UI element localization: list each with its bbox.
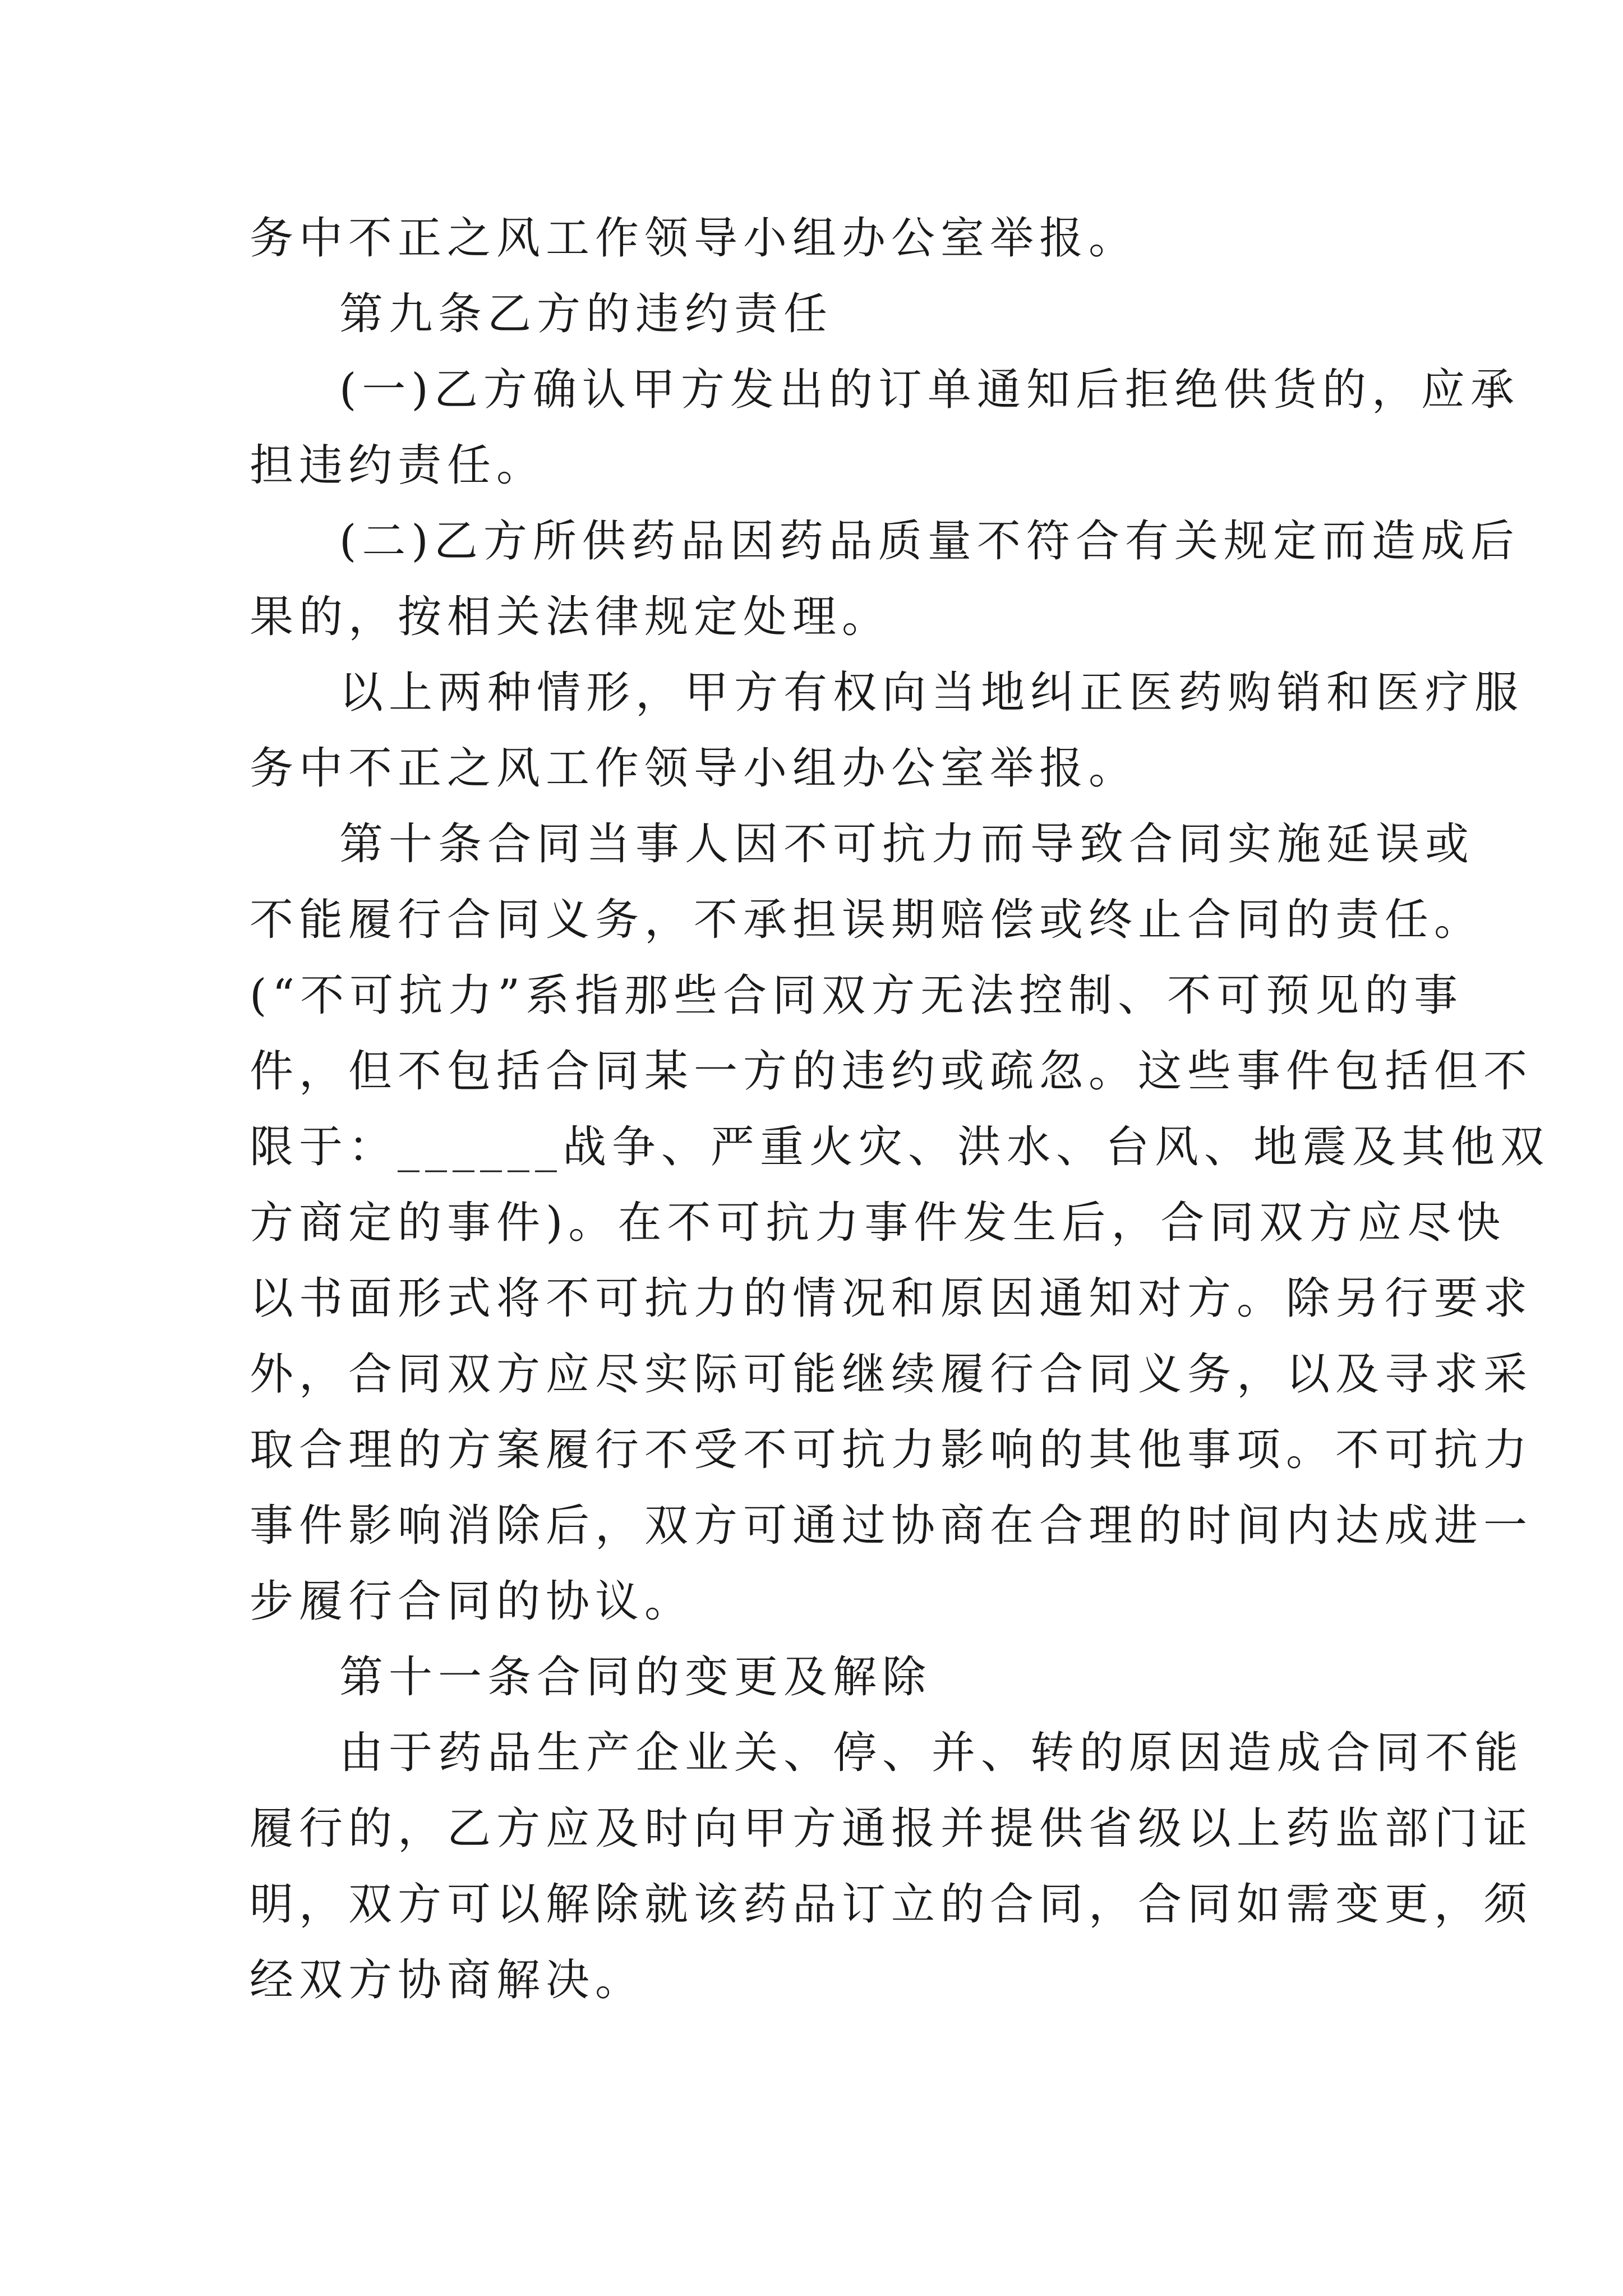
text-line: 方商定的事件)。在不可抗力事件发生后，合同双方应尽快 <box>250 1198 1506 1248</box>
text-line: 步履行合同的协议。 <box>250 1576 694 1627</box>
text-line: (二)乙方所供药品因药品质量不符合有关规定而造成后 <box>339 516 1520 567</box>
text-line: 以书面形式将不可抗力的情况和原因通知对方。除另行要求 <box>250 1273 1533 1324</box>
text-line: 事件影响消除后，双方可通过协商在合理的时间内达成进一 <box>250 1501 1533 1551</box>
text-line: 明，双方可以解除就该药品订立的合同，合同如需变更，须 <box>250 1879 1533 1930</box>
text-line: 务中不正之风工作领导小组办公室举报。 <box>250 213 1138 264</box>
text-line: 务中不正之风工作领导小组办公室举报。 <box>250 743 1138 794</box>
section-heading: 第十条合同当事人因不可抗力而导致合同实施延误或 <box>339 819 1475 869</box>
text-line: 以上两种情形，甲方有权向当地纠正医药购销和医疗服 <box>339 668 1524 718</box>
text-line: 不能履行合同义务，不承担误期赔偿或终止合同的责任。 <box>250 895 1484 945</box>
text-line: (一)乙方确认甲方发出的订单通知后拒绝供货的，应承 <box>339 365 1520 415</box>
text-line: 外，合同双方应尽实际可能继续履行合同义务，以及寻求采 <box>250 1349 1533 1400</box>
text-line: 果的，按相关法律规定处理。 <box>250 592 892 642</box>
text-line: 件，但不包括合同某一方的违约或疏忽。这些事件包括但不 <box>250 1046 1533 1097</box>
text-line: 限于：______战争、严重火灾、洪水、台风、地震及其他双 <box>250 1122 1550 1172</box>
text-line: 经双方协商解决。 <box>250 1955 645 2005</box>
text-line: (“不可抗力”系指那些合同双方无法控制、不可预见的事 <box>250 970 1464 1021</box>
text-line: 由于药品生产企业关、停、并、转的原因造成合同不能 <box>339 1728 1524 1778</box>
section-heading: 第十一条合同的变更及解除 <box>339 1652 932 1703</box>
section-heading: 第九条乙方的违约责任 <box>339 289 833 339</box>
text-line: 担违约责任。 <box>250 440 546 491</box>
text-line: 履行的，乙方应及时向甲方通报并提供省级以上药监部门证 <box>250 1803 1533 1854</box>
text-line: 取合理的方案履行不受不可抗力影响的其他事项。不可抗力 <box>250 1425 1533 1475</box>
